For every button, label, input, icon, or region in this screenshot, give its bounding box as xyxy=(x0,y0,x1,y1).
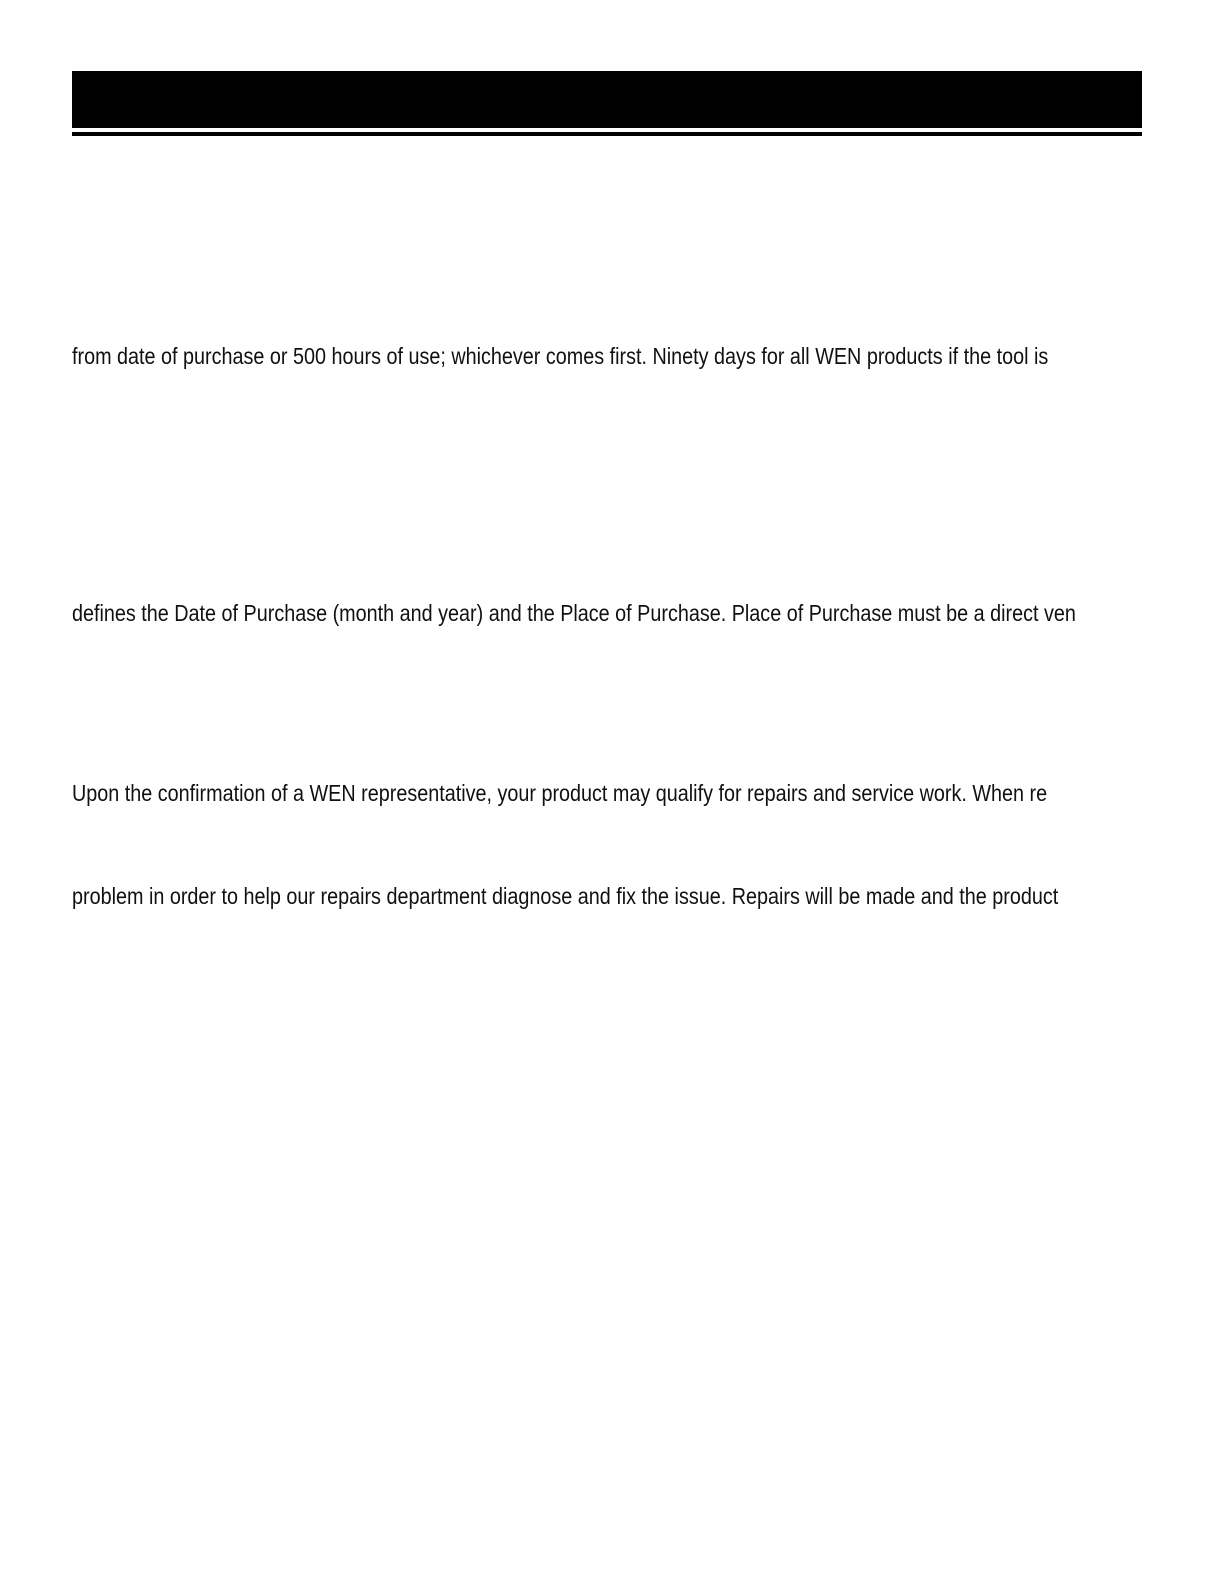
header-rule xyxy=(72,132,1142,136)
body-text-line: defines the Date of Purchase (month and year) and the Place of Purchase. Place of Purchase must be a direct ven xyxy=(72,600,1076,626)
body-text-line: problem in order to help our repairs department diagnose and fix the issue. Repairs will be made and the product xyxy=(72,883,1059,909)
body-text-line: from date of purchase or 500 hours of use; whichever comes first. Ninety days for all WEN products if the tool is xyxy=(72,343,1049,369)
header-bar xyxy=(72,71,1142,128)
body-text-line: Upon the confirmation of a WEN representative, your product may qualify for repairs and service work. When re xyxy=(72,780,1048,806)
